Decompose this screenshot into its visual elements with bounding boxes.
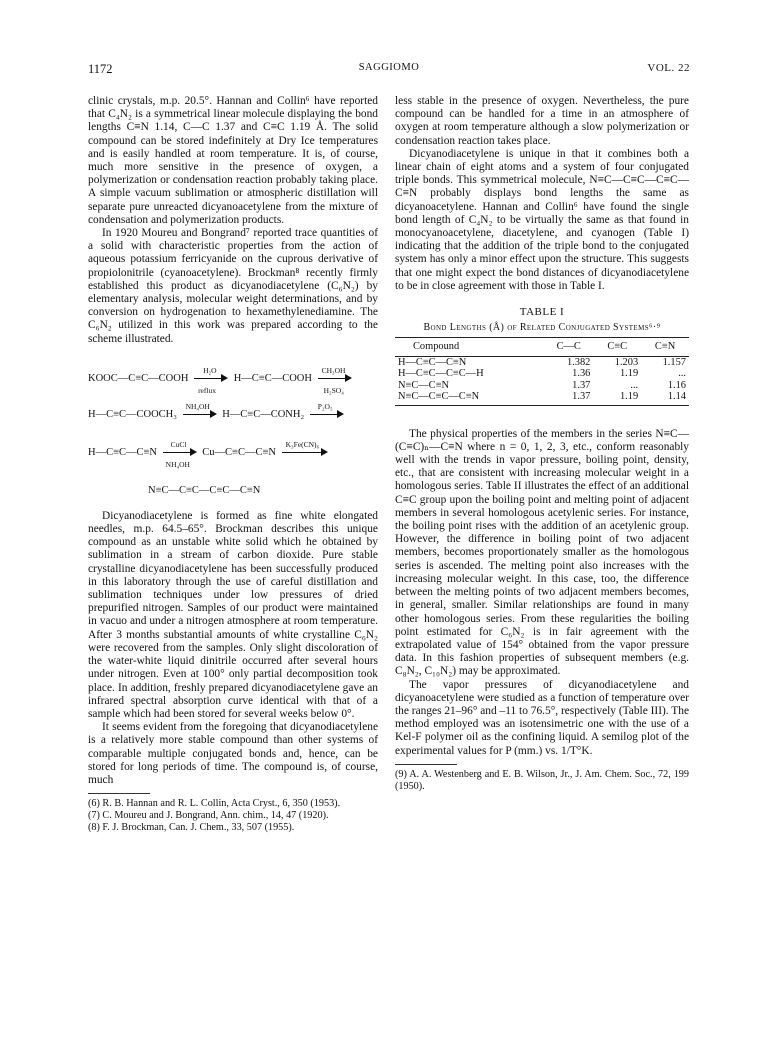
paragraph: The physical properties of the members in the series N≡C—(C≡C)ₙ—C≡N where n = 0, 1, 2, 3, etc., conform reasonably well with the trends in vapor pressure, boiling point, density, etc., that are consistent with increasing molecular weight in a homologous series. Table II illustrates the effect of an additional C≡C group upon the boiling point and melting point of adjacent members in several homologous acetylenic series. For instance, the boiling point rises with the addition of an acetylenic group. However, the difference in boiling point of two adjacent members, becomes proportionately smaller as the homologous series is ascended. The melting point also increases with the increasing molecular weight. In this case, too, the difference between the melting points of two adjacent members becomes, in general, smaller. Similar relationships are found in many other homologous series. From these regularities the boiling point estimated for C₆N₂ is in fair agreement with the extrapolated value of 154° obtained from the vapor pressure data. In this fashion properties of subsequent members (e.g. C₈N₂, C₁₀N₂) may be approximated.	[395, 427, 689, 678]
column-header: C≡C	[593, 338, 641, 356]
page-number: 1172	[88, 62, 113, 76]
table-cell: 1.14	[641, 391, 689, 405]
table-caption: Bond Lengths (Å) of Related Conjugated Systems⁶·⁹	[423, 322, 661, 334]
reaction-arrow-icon: H₂O reflux	[194, 373, 228, 383]
table-cell: 1.157	[662, 356, 686, 368]
footnote: (7) C. Moureu and J. Bongrand, Ann. chim., 14, 47 (1920).	[88, 809, 329, 821]
footnote: (9) A. A. Westenberg and E. B. Wilson, Jr., J. Am. Chem. Soc., 72, 199 (1950).	[395, 768, 689, 792]
reactant: H—C≡C—C≡N	[88, 446, 158, 458]
scheme-row-1	[88, 366, 355, 396]
scheme-row-4	[148, 484, 260, 497]
left-column	[88, 95, 378, 834]
column-header: Compound	[395, 338, 544, 356]
table-title: TABLE I	[519, 306, 565, 319]
reactant: H—C≡C—COOCH₃	[88, 408, 177, 420]
bond-length-table	[395, 337, 689, 405]
volume-label: VOL. 22	[647, 62, 690, 74]
table-cell: 1.382	[566, 356, 591, 368]
footnotes	[88, 798, 378, 833]
footnote: (8) F. J. Brockman, Can. J. Chem., 33, 507 (1955).	[88, 821, 295, 833]
table-row	[395, 368, 689, 380]
footnotes	[395, 769, 689, 793]
paragraph: Dicyanodiacetylene is formed as fine white elongated needles, m.p. 64.5–65°. Brockman describes this unique compound as an unstable white solid which he obtained by sublimation in a stream of carbon dioxide. Pure stable crystalline dicyanodiacetylene has been successfully produced in this laboratory through the use of careful distillation and sublimation techniques under low pressures of dried prepurified nitrogen. Samples of our product were maintained in vacuo and under a nitrogen atmosphere at room temperature. After 3 months substantial amounts of white crystalline C₆N₂ were recovered from the samples. Only slight discoloration of the water-white liquid dinitrile occurred after several hours under nitrogen. Even at 100° only partial decomposition took place. In addition, freshly prepared dicyanodiacetylene gave an infrared spectral absorption curve identical with that of a sample which had been stored for several weeks below 0°.	[88, 509, 378, 720]
table-cell: H—C≡C—C≡C—H	[398, 368, 484, 380]
reactant: KOOC—C≡C—COOH	[88, 372, 189, 384]
table-header-row	[395, 338, 689, 356]
reaction-arrow-icon: P₂O₅	[310, 409, 344, 419]
reaction-arrow-icon: CuCl NH₄OH	[163, 447, 197, 457]
footnote: (6) R. B. Hannan and R. L. Collin, Acta Cryst., 6, 350 (1953).	[88, 798, 341, 810]
running-title: SAGGIOMO	[358, 62, 420, 73]
scheme-row-2	[88, 402, 347, 421]
paragraph: less stable in the presence of oxygen. Nevertheless, the pure compound can be handled for a time in an atmosphere of oxygen at room temperature although a slow polymerization or condensation reaction takes place.	[395, 95, 689, 147]
page-header	[88, 62, 690, 78]
table-row	[395, 391, 689, 405]
table-row	[395, 380, 689, 392]
table-cell: 1.37	[544, 391, 593, 405]
final-product: N≡C—C≡C—C≡C—C≡N	[148, 484, 261, 496]
table-cell: 1.19	[619, 368, 639, 380]
product: Cu—C≡C—C≡N	[202, 446, 276, 458]
table-row	[395, 356, 689, 368]
column-header: C—C	[544, 338, 593, 356]
table-cell: ...	[678, 368, 686, 380]
paragraph: clinic crystals, m.p. 20.5°. Hannan and Collin⁶ have reported that C₄N₂ is a symmetrical linear molecule displaying the bond lengths C≡N 1.14, C—C 1.37 and C≡C 1.19 Å. The solid compound can be stored indefinitely at Dry Ice temperatures and is easily handled at room temperature. It is, of course, much more sensitive in the presence of oxygen, a polymerization or condensation reaction probably taking place. A simple vacuum sublimation or atmospheric distillation will separate pure unreacted dicyanoacetylene from the mixture of condensation and polymerization products.	[88, 95, 378, 226]
product: H—C≡C—COOH	[233, 372, 312, 384]
table-cell: 1.16	[667, 379, 686, 391]
footnote-divider	[395, 764, 457, 765]
reaction-arrow-icon: CH₃OH H₂SO₄	[318, 373, 352, 383]
paragraph: The vapor pressures of dicyanodiacetylene and dicyanoacetylene were studied as a function of temperature over the ranges 21–96° and –11 to 76.5°, respectively (Table III). The method employed was an isotensimetric one with the use of a Kel-F polymer oil as the confining liquid. A semilog plot of the experimental values for P (mm.) vs. 1/T°K.	[395, 678, 689, 757]
table-cell: 1.203	[614, 356, 639, 368]
synthesis-scheme	[88, 358, 378, 510]
reaction-arrow-icon: NH₄OH	[183, 409, 217, 419]
right-column	[395, 95, 689, 792]
paragraph: In 1920 Moureu and Bongrand⁷ reported trace quantities of a solid with characteristic properties from the action of aqueous potassium ferricyanide on the cuprous derivative of propiolonitrile (cyanoacetylene). Brockman⁸ recently firmly established this product as dicyanodiacetylene (C₆N₂) by elementary analysis, molecular weight determinations, and by conversion on hydrogenation to hexamethylenediamine. The C₆N₂ utilized in this work was prepared according to the scheme illustrated.	[88, 227, 378, 345]
reaction-arrow-icon: K₃Fe(CN)₆	[282, 447, 328, 457]
footnote-divider	[88, 793, 150, 794]
paragraph: Dicyanodiacetylene is unique in that it combines both a linear chain of eight atoms and a system of four conjugated triple bonds. This symmetrical molecule, N≡C—C≡C—C≡C—C≡N probably displays bond lengths the same as dicyanoacetylene. Hannan and Collin⁶ have found the single bond length of C₄N₂ to be virtually the same as that found in monocyanoacetylene, diacetylene, and cyanogen (Table I) indicating that the addition of the triple bond to the conjugated system has only a minor effect upon the structure. This suggests that one might expect the bond distances of dicyanodiacetylene to be in close agreement with those in Table I.	[395, 147, 689, 292]
paragraph: It seems evident from the foregoing that dicyanodiacetylene is a relatively more stable compound than other systems of comparable multiple conjugated bonds and, hence, can be stored for long periods of time. The compound is, of course, much	[88, 721, 378, 786]
table-cell: N≡C—C≡N	[398, 379, 449, 391]
scheme-row-3	[88, 440, 331, 470]
table-cell: H—C≡C—C≡N	[398, 356, 467, 368]
table-cell: ...	[630, 379, 639, 391]
table-cell: 1.19	[593, 391, 641, 405]
table-cell: 1.37	[572, 379, 591, 391]
table-cell: 1.36	[572, 368, 591, 380]
table-cell: N≡C—C≡C—C≡N	[395, 391, 544, 405]
column-header: C≡N	[641, 338, 689, 356]
product: H—C≡C—CONH₂	[222, 408, 305, 420]
